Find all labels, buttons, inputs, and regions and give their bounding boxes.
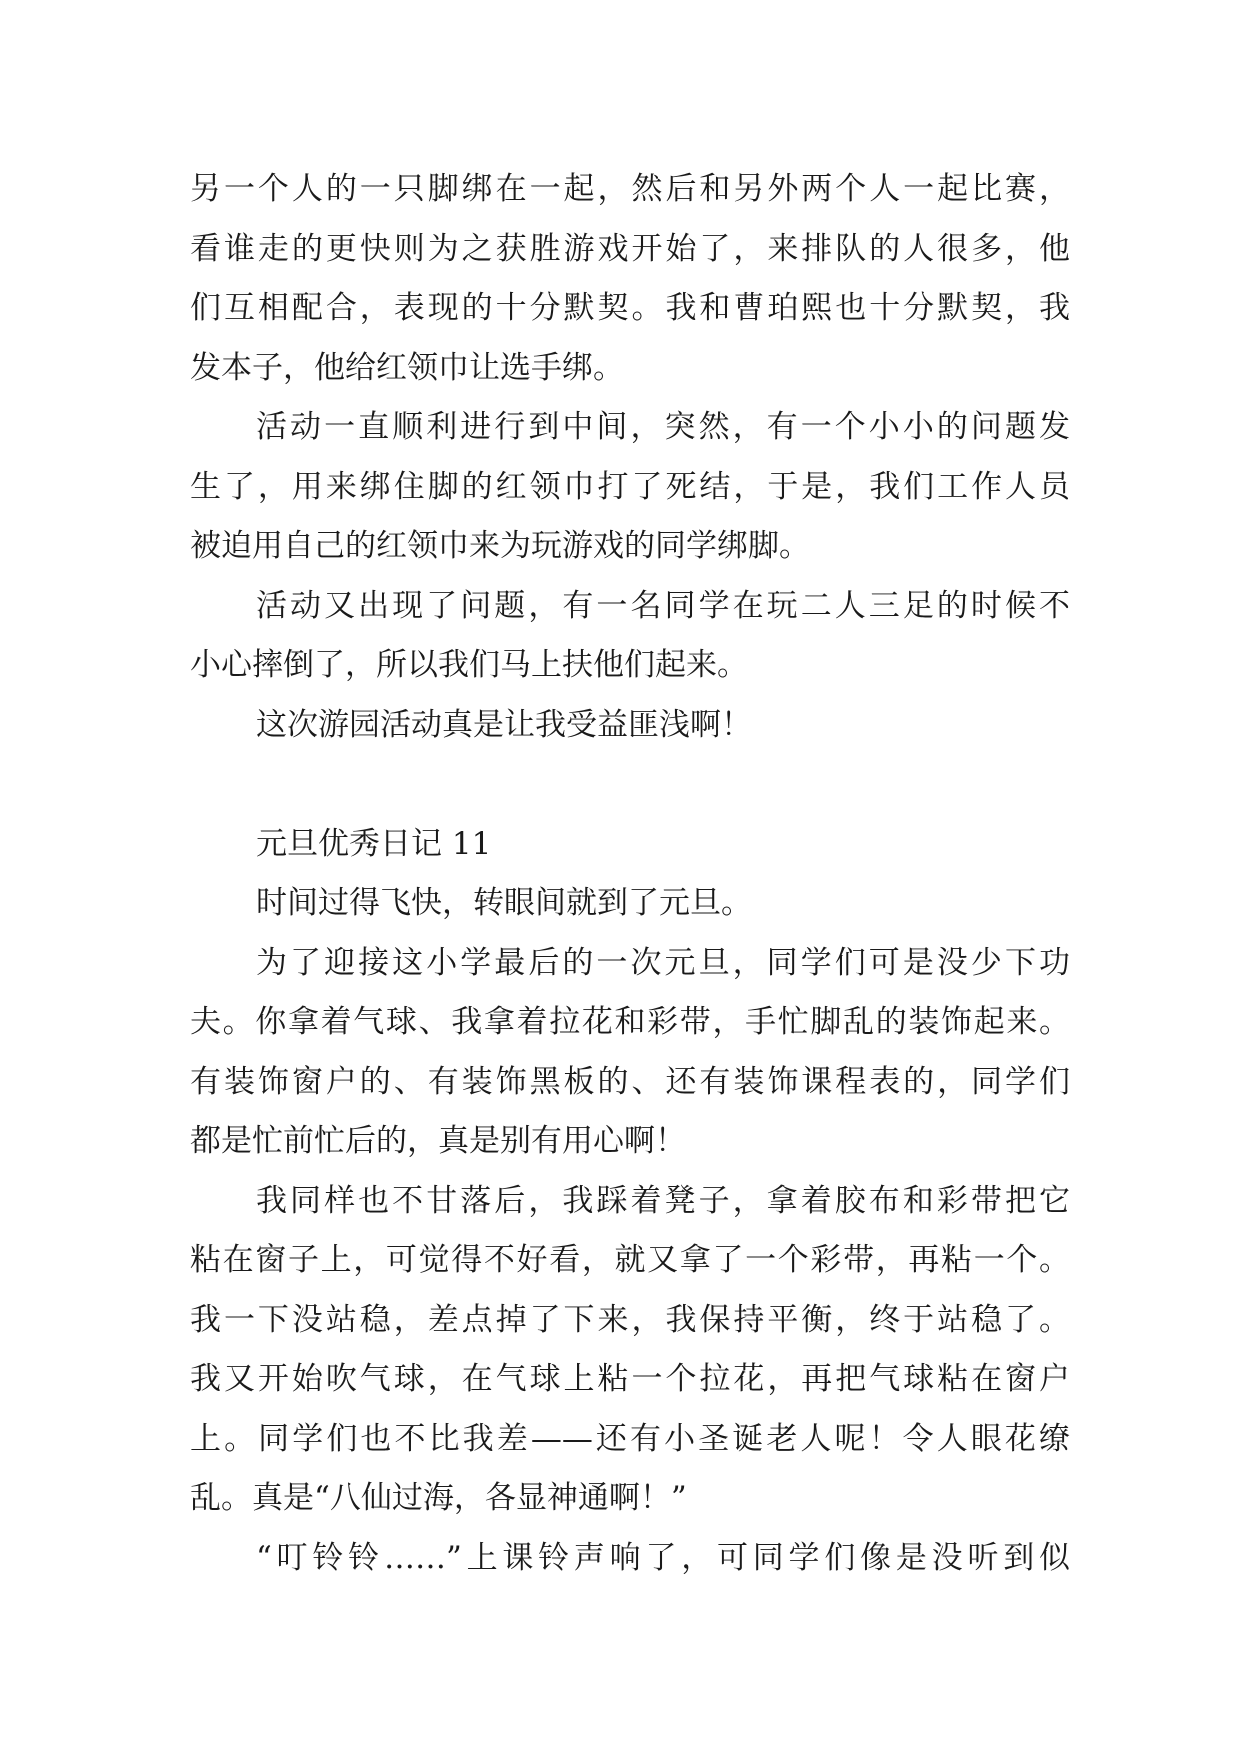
- text-line: 时间过得飞快，转眼间就到了元旦。: [256, 885, 752, 921]
- text-line: 另一个人的一只脚绑在一起，然后和另外两个人一起比赛，: [190, 171, 1070, 207]
- blank-line: [190, 755, 1070, 815]
- text-line: 活动又出现了问题，有一名同学在玩二人三足的时候不: [256, 587, 1070, 624]
- text-line: 粘在窗子上，可觉得不好看，就又拿了一个彩带，再粘一个。: [190, 1242, 1070, 1278]
- document-body: [190, 160, 1070, 1588]
- text-line: 有装饰窗户的、有装饰黑板的、还有装饰课程表的，同学们: [190, 1063, 1070, 1100]
- text-line: 发本子，他给红领巾让选手绑。: [190, 349, 624, 386]
- text-line: 乱。真是“八仙过海，各显神通啊！”: [190, 1480, 687, 1516]
- section-title: 元旦优秀日记 11: [256, 825, 492, 862]
- text-line: 生了，用来绑住脚的红领巾打了死结，于是，我们工作人员: [190, 468, 1070, 505]
- text-line: 我同样也不甘落后，我踩着凳子，拿着胶布和彩带把它: [256, 1182, 1070, 1219]
- text-line: 我一下没站稳，差点掉了下来，我保持平衡，终于站稳了。: [190, 1301, 1070, 1338]
- text-line: 活动一直顺利进行到中间，突然，有一个小小的问题发: [256, 409, 1070, 445]
- text-line: 都是忙前忙后的，真是别有用心啊！: [190, 1123, 686, 1159]
- text-line: 我又开始吹气球，在气球上粘一个拉花，再把气球粘在窗户: [190, 1361, 1070, 1397]
- text-line: 上。同学们也不比我差——还有小圣诞老人呢！令人眼花缭: [190, 1420, 1070, 1457]
- text-line: “叮铃铃……”上课铃声响了，可同学们像是没听到似: [256, 1539, 1070, 1576]
- text-line: 看谁走的更快则为之获胜游戏开始了，来排队的人很多，他: [190, 230, 1070, 267]
- text-line: 们互相配合，表现的十分默契。我和曹珀熙也十分默契，我: [190, 290, 1070, 326]
- text-line: 小心摔倒了，所以我们马上扶他们起来。: [190, 647, 748, 683]
- text-line: 为了迎接这小学最后的一次元旦，同学们可是没少下功: [256, 944, 1070, 981]
- text-line: 被迫用自己的红领巾来为玩游戏的同学绑脚。: [190, 528, 810, 564]
- text-line: 夫。你拿着气球、我拿着拉花和彩带，手忙脚乱的装饰起来。: [190, 1004, 1070, 1040]
- text-line: 这次游园活动真是让我受益匪浅啊！: [256, 706, 752, 743]
